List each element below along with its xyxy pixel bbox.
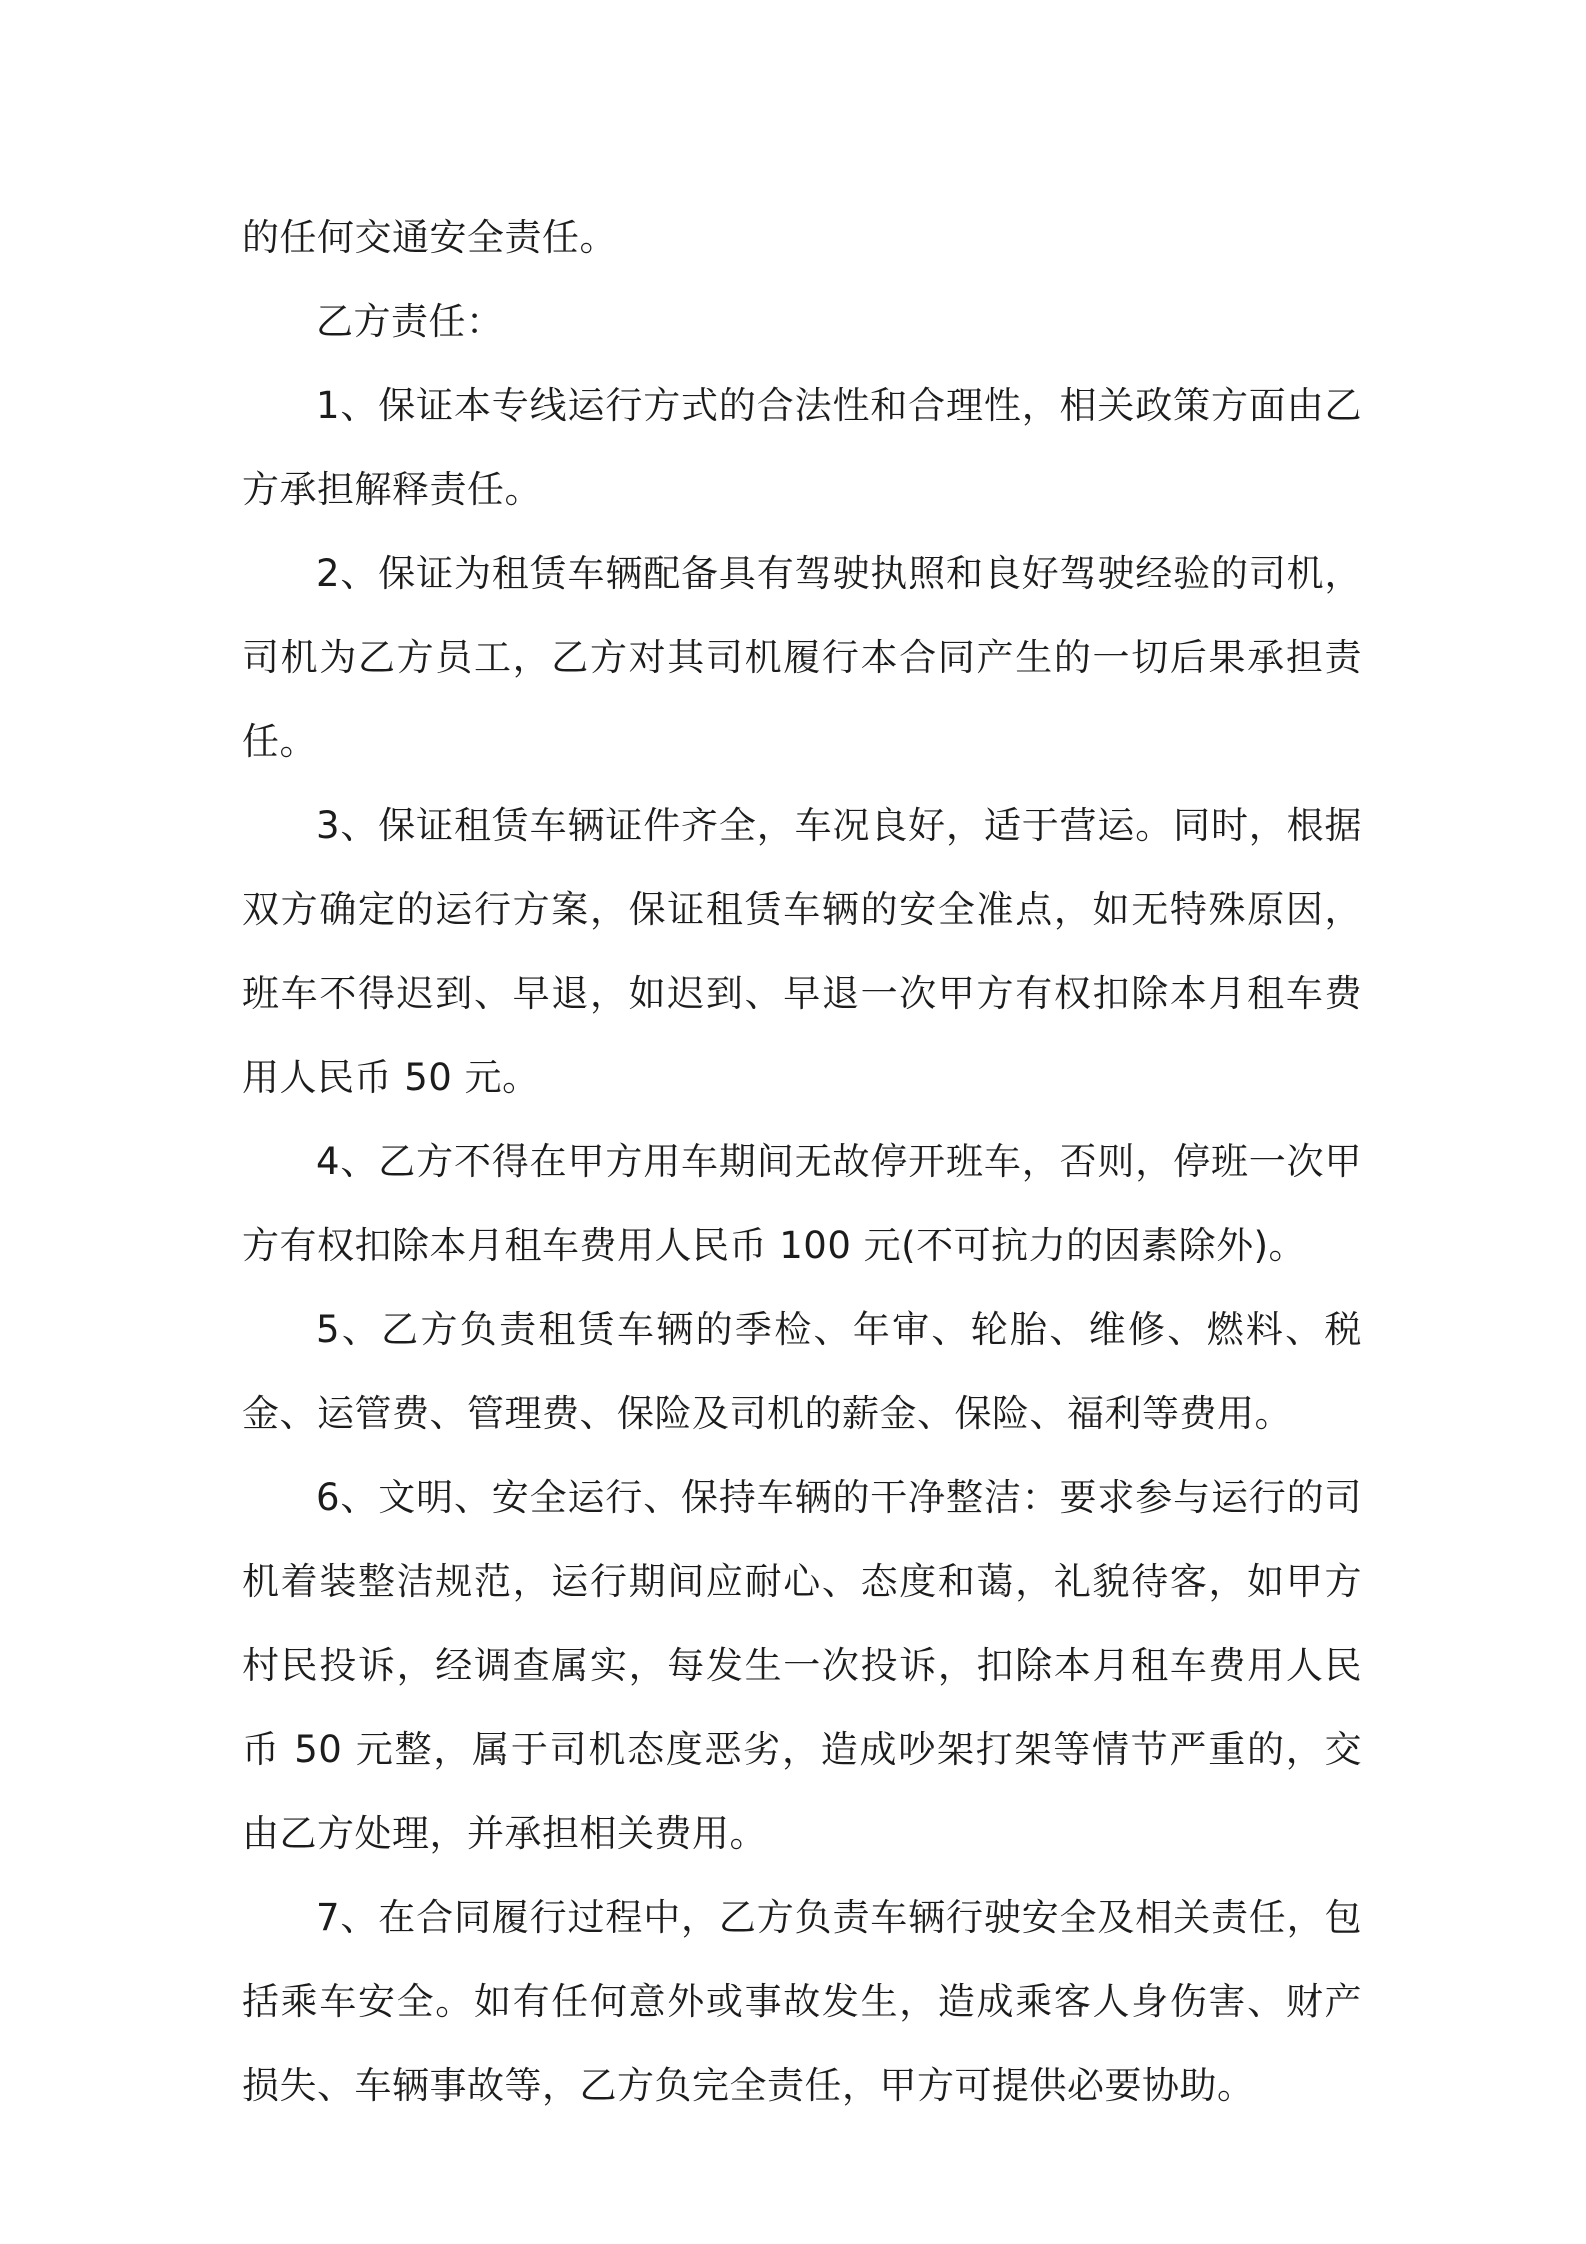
body-text <box>242 196 1362 2128</box>
paragraph-party-b-heading: 乙方责任： <box>316 300 504 343</box>
paragraph-clause-3: 3、保证租赁车辆证件齐全，车况良好，适于营运。同时，根据双方确定的运行方案，保证租赁车辆的安全准点，如无特殊原因，班车不得迟到、早退，如迟到、早退一次甲方有权扣除本月租车费用人民币 50 元。 <box>242 804 1362 1099</box>
paragraph-clause-7: 7、在合同履行过程中，乙方负责车辆行驶安全及相关责任，包括乘车安全。如有任何意外或事故发生，造成乘客人身伤害、财产损失、车辆事故等，乙方负完全责任，甲方可提供必要协助。 <box>242 1896 1362 2107</box>
paragraph-clause-2: 2、保证为租赁车辆配备具有驾驶执照和良好驾驶经验的司机，司机为乙方员工，乙方对其司机履行本合同产生的一切后果承担责任。 <box>242 552 1362 763</box>
paragraph-clause-5: 5、乙方负责租赁车辆的季检、年审、轮胎、维修、燃料、税金、运管费、管理费、保险及司机的薪金、保险、福利等费用。 <box>242 1308 1362 1435</box>
paragraph-continuation: 的任何交通安全责任。 <box>242 216 617 259</box>
paragraph-clause-6: 6、文明、安全运行、保持车辆的干净整洁：要求参与运行的司机着装整洁规范，运行期间应耐心、态度和蔼，礼貌待客，如甲方村民投诉，经调查属实，每发生一次投诉，扣除本月租车费用人民币 50 元整，属于司机态度恶劣，造成吵架打架等情节严重的，交由乙方处理，并承担相关费用。 <box>242 1476 1362 1855</box>
paragraph-clause-4: 4、乙方不得在甲方用车期间无故停开班车，否则，停班一次甲方有权扣除本月租车费用人民币 100 元(不可抗力的因素除外)。 <box>242 1140 1362 1267</box>
paragraph-clause-1: 1、保证本专线运行方式的合法性和合理性，相关政策方面由乙方承担解释责任。 <box>242 384 1362 511</box>
